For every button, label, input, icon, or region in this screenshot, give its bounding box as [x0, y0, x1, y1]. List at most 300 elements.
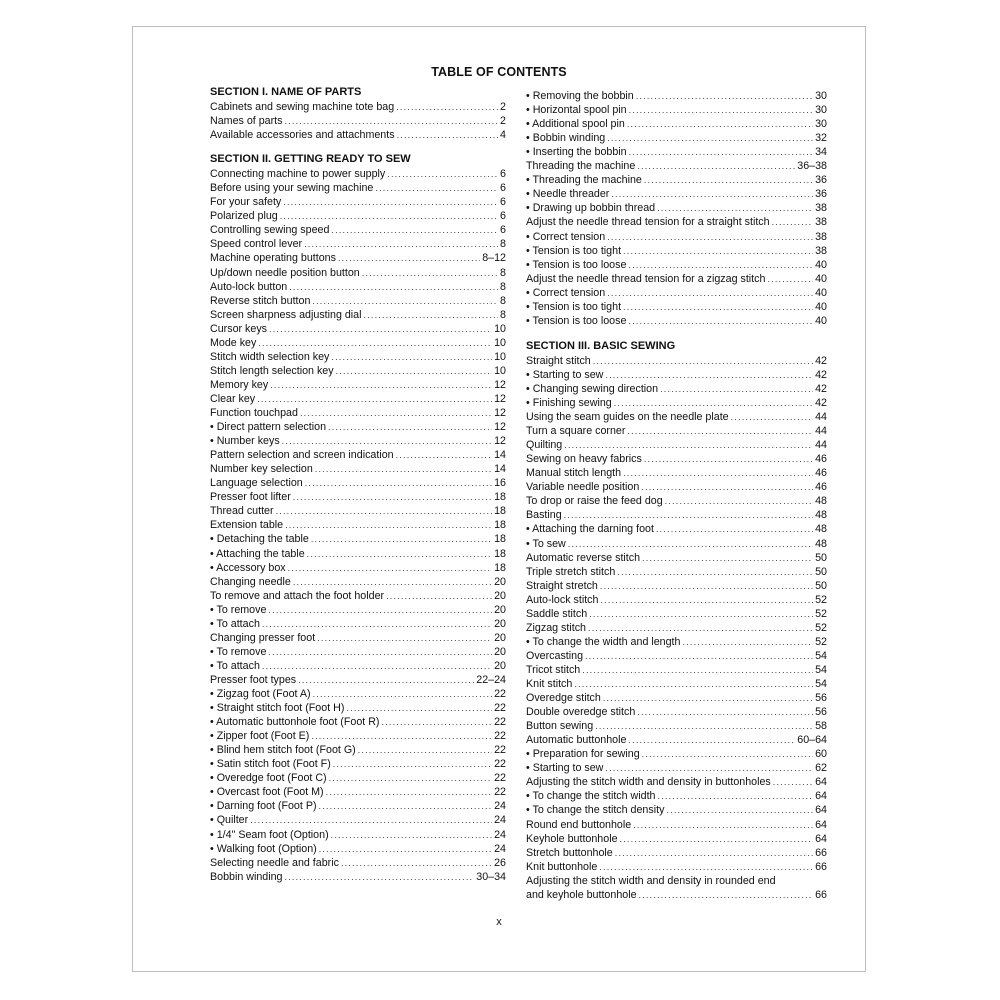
- toc-entry-label: • Tension is too loose: [526, 258, 627, 271]
- dot-leader: [313, 687, 493, 701]
- dot-leader: [333, 757, 492, 771]
- toc-entry-label: Automatic reverse stitch: [526, 551, 641, 564]
- toc-entry[interactable]: [526, 789, 827, 803]
- toc-entry-page: 52: [815, 635, 827, 648]
- dot-leader: [605, 761, 813, 775]
- toc-entry[interactable]: [526, 677, 827, 691]
- toc-entry-label: • Finishing sewing: [526, 397, 612, 409]
- toc-entry-label: Pattern selection and screen indication: [210, 449, 394, 462]
- toc-entry[interactable]: [526, 117, 827, 131]
- toc-entry[interactable]: [210, 715, 506, 729]
- dot-leader: [600, 593, 813, 607]
- dot-leader: [656, 522, 813, 536]
- toc-entry[interactable]: [210, 870, 506, 884]
- toc-entry-label: Selecting needle and fabric: [210, 856, 339, 869]
- toc-entry-page: 12: [494, 392, 506, 405]
- toc-entry-label: Knit stitch: [526, 678, 573, 690]
- section-heading: SECTION II. GETTING READY TO SEW: [210, 153, 411, 166]
- toc-entry[interactable]: [210, 532, 506, 546]
- dot-leader: [307, 547, 492, 561]
- toc-entry[interactable]: [210, 504, 506, 518]
- toc-entry-label: Up/down needle position button: [210, 266, 360, 279]
- toc-entry-page: 36–38: [797, 160, 827, 173]
- dot-leader: [311, 532, 492, 546]
- toc-entry-label: Basting: [526, 509, 562, 522]
- toc-entry-page: 20: [494, 659, 506, 672]
- dot-leader: [270, 378, 492, 392]
- dot-leader: [628, 733, 795, 747]
- toc-entry[interactable]: [210, 181, 506, 195]
- toc-entry-page: 6: [500, 182, 506, 195]
- toc-entry-page: 30–34: [476, 870, 506, 883]
- toc-entry-label: • Zigzag foot (Foot A): [210, 688, 311, 700]
- dot-leader: [589, 607, 813, 621]
- toc-entry[interactable]: [210, 322, 506, 336]
- dot-leader: [284, 114, 498, 128]
- toc-entry[interactable]: [526, 663, 827, 677]
- toc-entry-label: Changing needle: [210, 575, 291, 588]
- toc-entry[interactable]: [210, 603, 506, 617]
- toc-entry[interactable]: [526, 593, 827, 607]
- toc-entry-label: • Zipper foot (Foot E): [210, 730, 310, 743]
- toc-entry-page: 54: [815, 649, 827, 662]
- toc-entry[interactable]: [526, 635, 827, 649]
- toc-entry-page: 18: [494, 547, 506, 560]
- toc-entry-page: 12: [494, 421, 506, 434]
- toc-entry[interactable]: [210, 251, 506, 265]
- toc-entry-page: 50: [815, 565, 827, 578]
- toc-entry[interactable]: [526, 173, 827, 187]
- dot-leader: [614, 396, 813, 410]
- toc-entry[interactable]: [210, 771, 506, 785]
- toc-entry-page: 16: [494, 477, 506, 490]
- toc-entry-label: Cabinets and sewing machine tote bag: [210, 101, 395, 113]
- toc-entry[interactable]: [210, 336, 506, 350]
- toc-entry-page: 30: [815, 118, 827, 131]
- toc-entry[interactable]: [526, 354, 827, 368]
- toc-entry-page: 18: [494, 491, 506, 504]
- toc-entry-page: 54: [815, 678, 827, 690]
- toc-entry-page: 12: [494, 378, 506, 391]
- toc-entry-page: 24: [494, 814, 506, 827]
- toc-entry-label: Bobbin winding: [210, 870, 283, 883]
- toc-entry[interactable]: [526, 888, 827, 902]
- toc-entry-page: 10: [494, 336, 506, 349]
- dot-leader: [382, 715, 493, 729]
- toc-entry-label: • To change the stitch density: [526, 804, 665, 817]
- toc-entry-label: Available accessories and attachments: [210, 129, 395, 142]
- toc-entry-page: 42: [815, 368, 827, 381]
- toc-entry[interactable]: [526, 818, 827, 832]
- toc-entry-page: 54: [815, 663, 827, 676]
- toc-entry-page: 44: [815, 411, 827, 424]
- toc-entry-label: Stitch length selection key: [210, 364, 334, 377]
- toc-entry[interactable]: [210, 842, 506, 856]
- toc-entry-label: Language selection: [210, 477, 303, 490]
- toc-entry[interactable]: [210, 420, 506, 434]
- toc-entry-label: • To change the width and length: [526, 635, 681, 648]
- toc-entry[interactable]: [526, 131, 827, 145]
- toc-entry[interactable]: [526, 187, 827, 201]
- toc-entry[interactable]: [210, 294, 506, 308]
- toc-entry[interactable]: [210, 100, 506, 114]
- toc-entry-label: • Attaching the table: [210, 547, 305, 560]
- dot-leader: [298, 673, 474, 687]
- toc-entry-page: 20: [494, 589, 506, 602]
- dot-leader: [611, 187, 813, 201]
- toc-entry[interactable]: [526, 537, 827, 551]
- toc-entry[interactable]: [526, 438, 827, 452]
- dot-leader: [375, 181, 498, 195]
- toc-entry[interactable]: [526, 761, 827, 775]
- toc-entry[interactable]: [526, 300, 827, 314]
- dot-leader: [633, 818, 813, 832]
- toc-entry[interactable]: [526, 747, 827, 761]
- toc-entry-label: • Accessory box: [210, 561, 286, 574]
- toc-entry-label: • To attach: [210, 659, 260, 672]
- toc-entry-label: Screen sharpness adjusting dial: [210, 308, 362, 321]
- toc-entry-label: Changing presser foot: [210, 631, 316, 644]
- toc-entry[interactable]: [526, 89, 827, 103]
- dot-leader: [283, 195, 498, 209]
- toc-entry-page: 24: [494, 828, 506, 841]
- toc-entry-label: • Walking foot (Option): [210, 842, 317, 855]
- toc-entry[interactable]: [526, 733, 827, 747]
- toc-entry[interactable]: [210, 729, 506, 743]
- toc-entry-page: 6: [500, 196, 506, 209]
- toc-entry[interactable]: [210, 856, 506, 870]
- toc-entry-page: 46: [815, 467, 827, 480]
- toc-entry[interactable]: [210, 350, 506, 364]
- dot-leader: [660, 382, 813, 396]
- toc-entry[interactable]: [526, 719, 827, 733]
- dot-leader: [773, 775, 813, 789]
- toc-entry-label: • Automatic buttonhole foot (Foot R): [210, 716, 380, 729]
- toc-entry-label: Presser foot lifter: [210, 491, 291, 504]
- dot-leader: [268, 645, 492, 659]
- toc-entry-label: • Horizontal spool pin: [526, 104, 627, 117]
- toc-entry[interactable]: [526, 159, 827, 173]
- toc-entry[interactable]: [526, 410, 827, 424]
- toc-entry-page: 46: [815, 481, 827, 494]
- toc-entry-page: 48: [815, 495, 827, 508]
- dot-leader: [397, 128, 498, 142]
- toc-entry[interactable]: [210, 209, 506, 223]
- dot-leader: [386, 589, 492, 603]
- toc-entry[interactable]: [210, 589, 506, 603]
- toc-entry[interactable]: [210, 799, 506, 813]
- toc-entry-page: 50: [815, 551, 827, 564]
- toc-entry[interactable]: [210, 743, 506, 757]
- toc-entry-label: Adjust the needle thread tension for a straight stitch: [526, 216, 770, 229]
- toc-entry[interactable]: [526, 215, 827, 229]
- toc-entry[interactable]: [526, 230, 827, 244]
- toc-entry-page: 2: [500, 101, 506, 113]
- dot-leader: [564, 438, 813, 452]
- toc-entry[interactable]: [526, 494, 827, 508]
- dot-leader: [627, 424, 813, 438]
- toc-entry[interactable]: [526, 705, 827, 719]
- toc-entry-label: Round end buttonhole: [526, 818, 632, 831]
- dot-leader: [639, 888, 814, 902]
- toc-entry[interactable]: [210, 757, 506, 771]
- toc-entry[interactable]: [210, 701, 506, 715]
- dot-leader: [623, 244, 813, 258]
- toc-entry-page: 20: [494, 603, 506, 616]
- dot-leader: [364, 308, 499, 322]
- toc-entry[interactable]: [210, 631, 506, 645]
- toc-entry[interactable]: [526, 508, 827, 522]
- toc-entry[interactable]: [526, 522, 827, 536]
- dot-leader: [600, 579, 813, 593]
- dot-leader: [665, 494, 813, 508]
- toc-entry-label: • Direct pattern selection: [210, 421, 327, 434]
- toc-entry[interactable]: [210, 406, 506, 420]
- toc-entry[interactable]: [526, 258, 827, 272]
- dot-leader: [250, 813, 492, 827]
- toc-entry-label: • Tension is too loose: [526, 314, 627, 327]
- toc-entry-page: 64: [815, 818, 827, 831]
- toc-entry-page: 60–64: [797, 734, 827, 747]
- dot-leader: [293, 490, 492, 504]
- toc-entry-page: 62: [815, 762, 827, 775]
- toc-entry[interactable]: [526, 691, 827, 705]
- dot-leader: [615, 846, 813, 860]
- toc-entry-page: 22–24: [476, 673, 506, 686]
- toc-entry[interactable]: [526, 466, 827, 480]
- toc-entry[interactable]: [210, 575, 506, 589]
- toc-entry-page: 66: [815, 846, 827, 859]
- toc-entry-label: To remove and attach the foot holder: [210, 589, 385, 602]
- toc-entry-page: 42: [815, 397, 827, 409]
- toc-entry[interactable]: [210, 280, 506, 294]
- dot-leader: [623, 466, 813, 480]
- dot-leader: [285, 870, 475, 884]
- dot-leader: [666, 803, 813, 817]
- toc-entry-page: 52: [815, 621, 827, 634]
- toc-entry[interactable]: [526, 452, 827, 466]
- toc-entry[interactable]: [210, 617, 506, 631]
- toc-entry[interactable]: [210, 476, 506, 490]
- toc-entry-page: 8–12: [482, 252, 506, 265]
- toc-entry-page: 66: [815, 888, 827, 901]
- toc-entry-label: • Bobbin winding: [526, 132, 606, 145]
- toc-entry-label: Speed control lever: [210, 238, 303, 251]
- dot-leader: [628, 258, 813, 272]
- toc-entry-page: 12: [494, 407, 506, 419]
- toc-entry[interactable]: [526, 551, 827, 565]
- dot-leader: [607, 230, 813, 244]
- dot-leader: [268, 603, 492, 617]
- toc-entry-page: 8: [500, 280, 506, 293]
- toc-entry-label: • Straight stitch foot (Foot H): [210, 702, 345, 715]
- toc-entry[interactable]: [526, 396, 827, 410]
- dot-leader: [315, 462, 492, 476]
- toc-entry-label: • Inserting the bobbin: [526, 146, 627, 159]
- dot-leader: [280, 209, 498, 223]
- dot-leader: [331, 350, 492, 364]
- dot-leader: [593, 354, 813, 368]
- toc-entry-label: Polarized plug: [210, 210, 278, 223]
- toc-entry[interactable]: [210, 687, 506, 701]
- toc-entry-label: Threading the machine: [526, 160, 636, 173]
- toc-entry-page: 58: [815, 720, 827, 733]
- dot-leader: [288, 561, 492, 575]
- toc-entry[interactable]: [210, 308, 506, 322]
- toc-entry-page: 64: [815, 776, 827, 789]
- toc-entry-label: Number key selection: [210, 463, 313, 476]
- toc-entry[interactable]: [526, 607, 827, 621]
- dot-leader: [358, 743, 492, 757]
- toc-entry[interactable]: [526, 424, 827, 438]
- toc-entry-page: 10: [494, 364, 506, 377]
- toc-entry-page: 8: [500, 294, 506, 307]
- toc-entry-label: Connecting machine to power supply: [210, 168, 386, 181]
- toc-entry-page: 18: [494, 533, 506, 546]
- toc-entry-label: • Starting to sew: [526, 368, 604, 381]
- toc-entry-page: 56: [815, 692, 827, 705]
- toc-entry[interactable]: [526, 314, 827, 328]
- dot-leader: [568, 537, 813, 551]
- toc-entry-page: 20: [494, 631, 506, 644]
- toc-entry[interactable]: [210, 434, 506, 448]
- toc-entry-label: Reverse stitch button: [210, 294, 311, 307]
- toc-entry[interactable]: [526, 272, 827, 286]
- toc-entry-page: 22: [494, 772, 506, 785]
- toc-entry-page: 64: [815, 832, 827, 845]
- dot-leader: [276, 504, 493, 518]
- toc-entry-page: 24: [494, 800, 506, 813]
- toc-entry[interactable]: [210, 195, 506, 209]
- toc-entry-page: 48: [815, 537, 827, 550]
- toc-entry[interactable]: [526, 382, 827, 396]
- toc-entry[interactable]: [210, 462, 506, 476]
- section-heading: SECTION III. BASIC SEWING: [526, 339, 676, 352]
- toc-entry-page: 48: [815, 523, 827, 536]
- toc-entry-label: Auto-lock button: [210, 280, 288, 293]
- dot-leader: [627, 117, 813, 131]
- dot-leader: [772, 215, 814, 229]
- toc-entry[interactable]: [210, 561, 506, 575]
- dot-leader: [767, 272, 813, 286]
- dot-leader: [396, 100, 498, 114]
- dot-leader: [319, 799, 493, 813]
- toc-entry[interactable]: [210, 673, 506, 687]
- toc-entry-page: 42: [815, 354, 827, 367]
- toc-entry-label: • Needle threader: [526, 188, 610, 201]
- toc-entry-page: 24: [494, 842, 506, 855]
- toc-entry-label: • Removing the bobbin: [526, 90, 634, 102]
- toc-entry-page: 52: [815, 593, 827, 606]
- toc-entry-label: Thread cutter: [210, 505, 274, 518]
- dot-leader: [311, 729, 492, 743]
- toc-entry[interactable]: [210, 448, 506, 462]
- toc-entry-label: Extension table: [210, 519, 284, 532]
- toc-entry-page: 40: [815, 272, 827, 285]
- toc-entry-page: 4: [500, 129, 506, 142]
- toc-entry-label: Mode key: [210, 336, 257, 349]
- dot-leader: [328, 420, 492, 434]
- toc-entry[interactable]: [526, 775, 827, 789]
- dot-leader: [605, 368, 813, 382]
- dot-leader: [319, 842, 492, 856]
- toc-entry[interactable]: [210, 128, 506, 142]
- toc-entry-label: Turn a square corner: [526, 425, 626, 438]
- dot-leader: [620, 832, 814, 846]
- toc-entry[interactable]: [526, 860, 827, 874]
- toc-entry-label: • Blind hem stitch foot (Foot G): [210, 744, 356, 757]
- toc-entry[interactable]: [210, 266, 506, 280]
- toc-entry-label: Memory key: [210, 378, 269, 391]
- toc-entry[interactable]: [526, 368, 827, 382]
- toc-entry[interactable]: [526, 846, 827, 860]
- toc-entry[interactable]: [526, 480, 827, 494]
- toc-entry[interactable]: [210, 167, 506, 181]
- toc-entry[interactable]: [210, 813, 506, 827]
- toc-entry[interactable]: [210, 237, 506, 251]
- toc-entry-page: 38: [815, 244, 827, 257]
- toc-entry-label: Variable needle position: [526, 481, 640, 494]
- toc-entry-label: Overcasting: [526, 649, 584, 662]
- toc-entry[interactable]: [210, 114, 506, 128]
- toc-entry[interactable]: [526, 244, 827, 258]
- toc-entry-page: 6: [500, 224, 506, 237]
- toc-entry-label: Double overedge stitch: [526, 706, 636, 719]
- toc-entry-label: • Quilter: [210, 814, 249, 827]
- toc-entry[interactable]: [526, 621, 827, 635]
- toc-entry-label: Triple stretch stitch: [526, 565, 616, 578]
- toc-entry-label: • Correct tension: [526, 286, 606, 299]
- toc-entry[interactable]: [526, 565, 827, 579]
- dot-leader: [387, 167, 498, 181]
- dot-leader: [336, 364, 493, 378]
- toc-entry-page: 40: [815, 258, 827, 271]
- toc-entry-label: • To attach: [210, 617, 260, 630]
- toc-entry-page: 18: [494, 505, 506, 518]
- toc-entry-page: 20: [494, 575, 506, 588]
- toc-entry[interactable]: [526, 832, 827, 846]
- toc-entry[interactable]: [210, 659, 506, 673]
- toc-entry-page: 22: [494, 688, 506, 700]
- toc-entry[interactable]: [210, 828, 506, 842]
- toc-entry[interactable]: [210, 645, 506, 659]
- toc-entry-label: Presser foot types: [210, 673, 297, 686]
- toc-entry[interactable]: [526, 649, 827, 663]
- toc-entry[interactable]: [210, 223, 506, 237]
- dot-leader: [304, 237, 498, 251]
- toc-entry[interactable]: [210, 785, 506, 799]
- toc-entry[interactable]: [210, 547, 506, 561]
- toc-entry[interactable]: [210, 392, 506, 406]
- dot-leader: [262, 617, 492, 631]
- toc-entry-page: 8: [500, 238, 506, 251]
- toc-entry[interactable]: [210, 364, 506, 378]
- toc-entry[interactable]: [526, 145, 827, 159]
- toc-entry-label: Names of parts: [210, 115, 283, 128]
- toc-entry-page: 14: [494, 463, 506, 476]
- dot-leader: [617, 565, 813, 579]
- dot-leader: [282, 434, 492, 448]
- toc-entry[interactable]: [210, 490, 506, 504]
- toc-entry[interactable]: [526, 286, 827, 300]
- toc-entry[interactable]: [526, 803, 827, 817]
- toc-entry[interactable]: [526, 201, 827, 215]
- toc-entry[interactable]: [526, 103, 827, 117]
- toc-entry[interactable]: [526, 579, 827, 593]
- dot-leader: [603, 691, 813, 705]
- toc-entry[interactable]: [210, 518, 506, 532]
- toc-entry[interactable]: [210, 378, 506, 392]
